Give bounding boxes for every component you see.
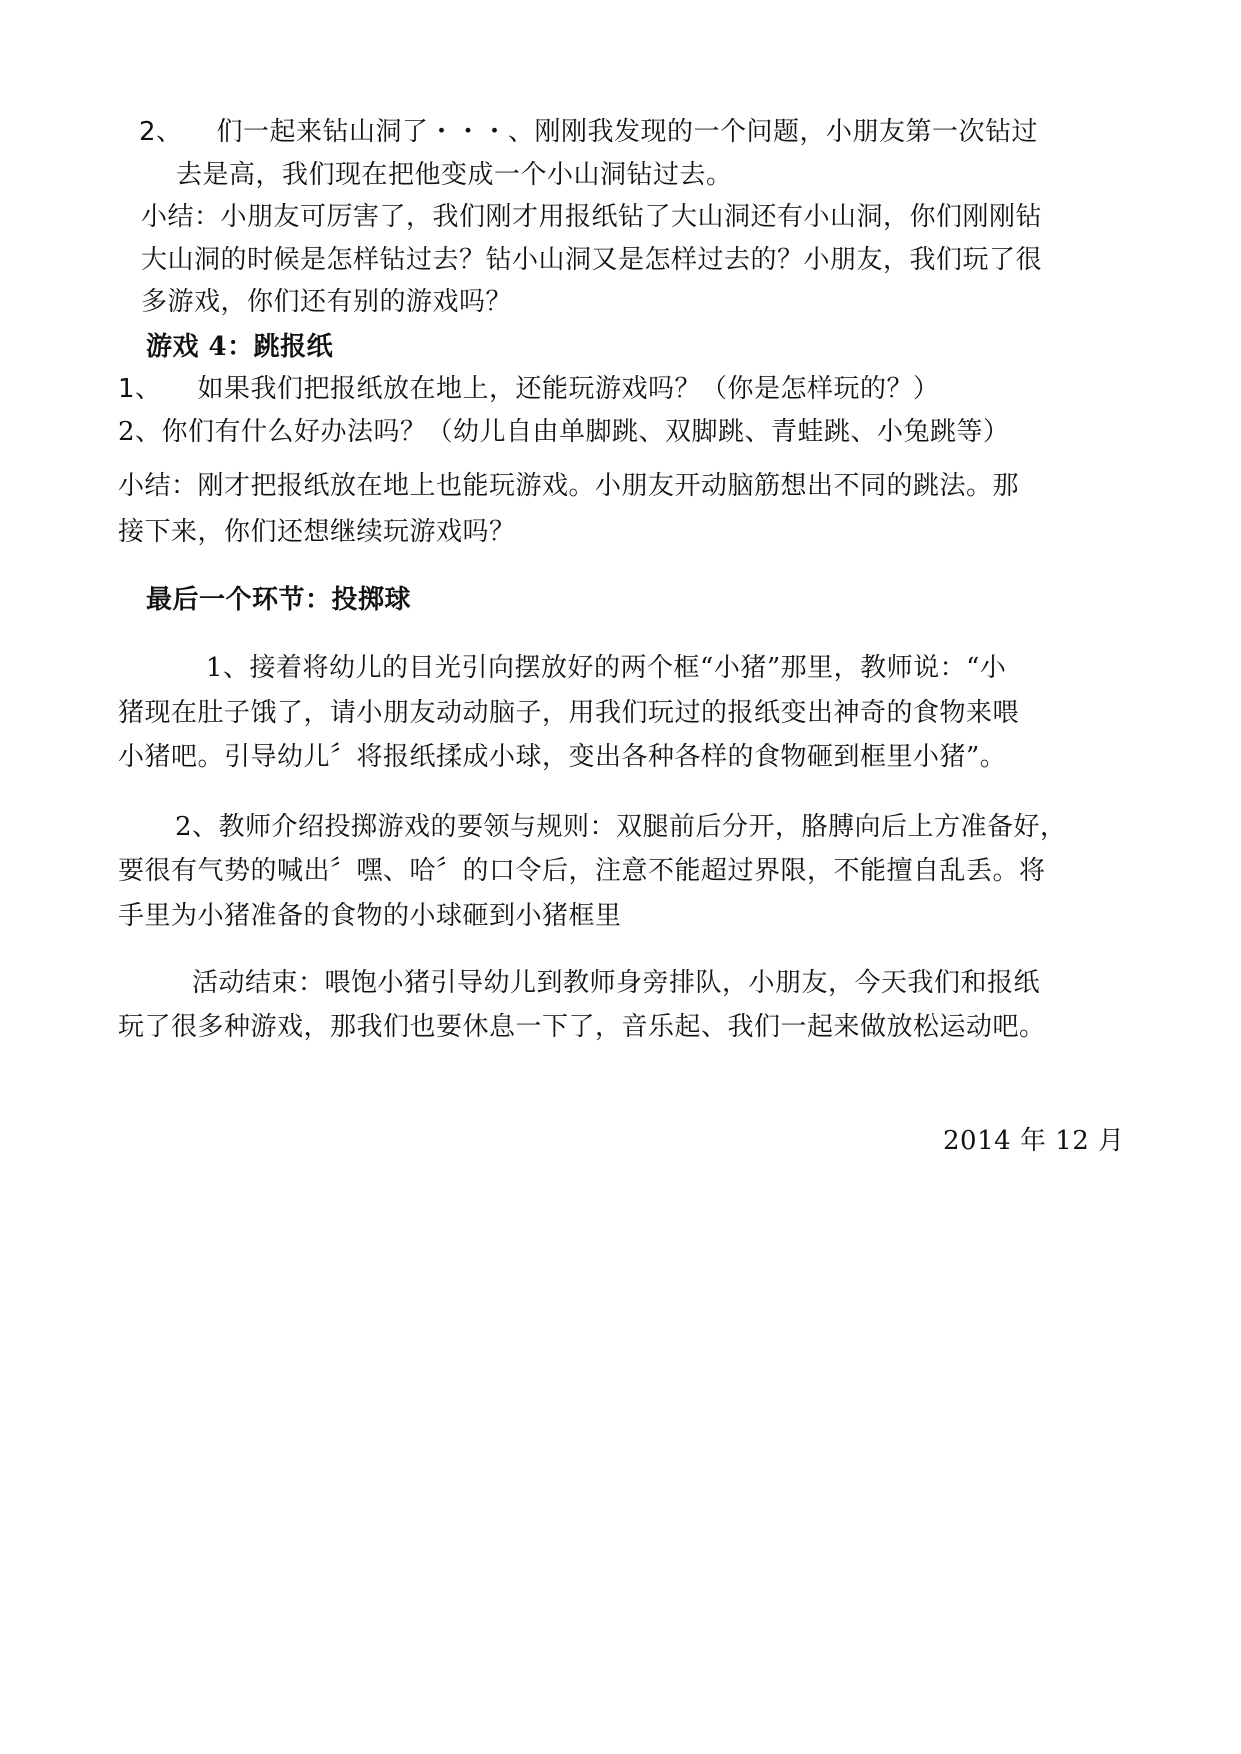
paragraph-line: 1、接着将幼儿的目光引向摆放好的两个框“小猪”那里，教师说：“小 xyxy=(206,653,1007,683)
summary-line: 小结：刚才把报纸放在地上也能玩游戏。小朋友开动脑筋想出不同的跳法。那 xyxy=(118,471,1020,501)
list-item-2 xyxy=(139,112,1038,152)
list-number: 2、 xyxy=(139,117,183,147)
paragraph-line: 小猪吧。引导幼儿〞将报纸揉成小球，变出各种各样的食物砸到框里小猪”。 xyxy=(118,742,1007,772)
list-number: 1、 xyxy=(118,374,162,404)
list-item-text: 们一起来钻山洞了・・・、刚刚我发现的一个问题，小朋友第一次钻过 xyxy=(216,117,1039,147)
paragraph-line: 2、教师介绍投掷游戏的要领与规则：双腿前后分开，胳膊向后上方准备好， xyxy=(175,812,1067,842)
summary-line: 接下来，你们还想继续玩游戏吗？ xyxy=(118,517,516,547)
paragraph-line: 手里为小猪准备的食物的小球砸到小猪框里 xyxy=(118,901,622,931)
section-heading: 最后一个环节：投掷球 xyxy=(146,585,412,615)
list-item-continuation: 去是高，我们现在把他变成一个小山洞钻过去。 xyxy=(176,160,733,190)
list-item-1 xyxy=(118,369,940,409)
section-heading: 游戏 4：跳报纸 xyxy=(146,332,334,362)
document-date: 2014 年 12 月 xyxy=(943,1126,1125,1156)
summary-line: 大山洞的时候是怎样钻过去？钻小山洞又是怎样过去的？小朋友，我们玩了很 xyxy=(141,245,1043,275)
list-item-2: 2、你们有什么好办法吗？（幼儿自由单脚跳、双脚跳、青蛙跳、小兔跳等） xyxy=(118,417,1010,447)
paragraph-line: 活动结束：喂饱小猪引导幼儿到教师身旁排队，小朋友，今天我们和报纸 xyxy=(192,968,1041,998)
paragraph-line: 猪现在肚子饿了，请小朋友动动脑子，用我们玩过的报纸变出神奇的食物来喂 xyxy=(118,698,1020,728)
summary-line: 多游戏，你们还有别的游戏吗？ xyxy=(141,287,513,317)
list-item-text: 如果我们把报纸放在地上，还能玩游戏吗？（你是怎样玩的？） xyxy=(197,374,940,404)
paragraph-line: 要很有气势的喊出〞嘿、哈〞的口令后，注意不能超过界限，不能擅自乱丢。将 xyxy=(118,856,1046,886)
summary-line: 小结：小朋友可厉害了，我们刚才用报纸钻了大山洞还有小山洞，你们刚刚钻 xyxy=(141,202,1043,232)
paragraph-line: 玩了很多种游戏，那我们也要休息一下了，音乐起、我们一起来做放松运动吧。 xyxy=(118,1012,1046,1042)
